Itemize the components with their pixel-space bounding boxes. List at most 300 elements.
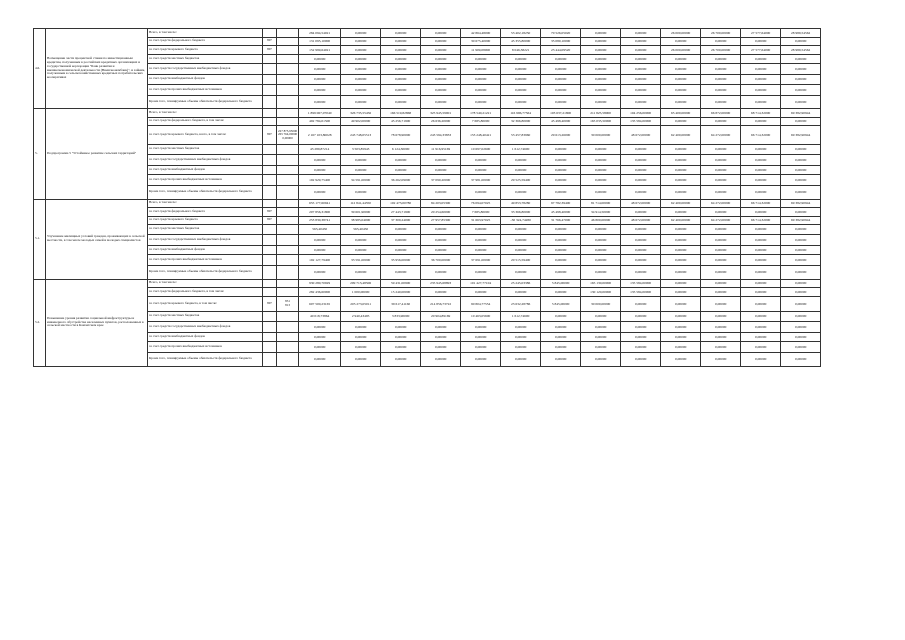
value-cell: 0,00000	[741, 95, 781, 109]
code-cell	[263, 225, 277, 235]
subcode-cell	[277, 64, 299, 75]
value-cell: 0,00000	[581, 225, 621, 235]
value-cell: 607 500,23165	[299, 296, 341, 312]
value-cell: 45 355,80000	[501, 37, 541, 46]
value-cell: 0,00000	[661, 186, 701, 200]
funding-source-label: за счет средств прочих внебюджетных источников	[148, 255, 263, 266]
value-cell: 0,00000	[781, 208, 821, 217]
value-cell: 0,00000	[421, 75, 461, 85]
subcode-cell	[277, 109, 299, 118]
value-cell: 0,00000	[299, 154, 341, 165]
value-cell: 39 601,90000	[341, 208, 381, 217]
table-row	[34, 117, 821, 126]
value-cell: 62 400,00000	[661, 199, 701, 208]
value-cell: 1 000,00000	[341, 288, 381, 297]
code-cell	[263, 109, 277, 118]
value-cell: 0,00000	[701, 154, 741, 165]
code-cell	[263, 29, 277, 38]
value-cell: 37 691,00000	[461, 255, 501, 266]
value-cell: 0,00000	[701, 208, 741, 217]
value-cell: 0,00000	[781, 117, 821, 126]
funding-source-label: за счет средств государственных внебюджетных фондов	[148, 321, 263, 332]
value-cell: 0,00000	[741, 117, 781, 126]
value-cell: 0,00000	[381, 321, 421, 332]
value-cell: 1 612,74600	[501, 145, 541, 155]
value-cell: 69 382,90944	[781, 199, 821, 208]
table-row	[34, 145, 821, 155]
value-cell: 0,00000	[701, 145, 741, 155]
subcode-cell	[277, 154, 299, 165]
value-cell: 0,00000	[541, 321, 581, 332]
value-cell: 11 909,08000	[461, 46, 501, 55]
value-cell: 0,00000	[341, 75, 381, 85]
value-cell: 0,00000	[741, 186, 781, 200]
value-cell: 0,00000	[381, 332, 421, 342]
value-cell: 0,00000	[299, 165, 341, 175]
subcode-cell	[277, 288, 299, 297]
value-cell: 0,00000	[701, 279, 741, 288]
funding-source-label: за счет средств государственных внебюджетных фондов	[148, 234, 263, 245]
value-cell: 0,00000	[621, 312, 661, 322]
value-cell: 20 904,89169	[421, 312, 461, 322]
value-cell: 0,00000	[781, 266, 821, 280]
value-cell: 37 090,20000	[421, 175, 461, 186]
value-cell: 0,00000	[501, 154, 541, 165]
value-cell: 0,00000	[501, 225, 541, 235]
value-cell: 0,00000	[781, 54, 821, 64]
value-cell: 0,00000	[421, 353, 461, 367]
value-cell: 0,00000	[781, 312, 821, 322]
funding-source-label: за счет средств внебюджетных фондов	[148, 75, 263, 85]
value-cell: 0,00000	[661, 208, 701, 217]
value-cell: 0,00000	[741, 332, 781, 342]
value-cell: 0,00000	[421, 332, 461, 342]
value-cell: 34 591,00000	[341, 175, 381, 186]
table-row	[34, 29, 821, 38]
value-cell: 38 985,04000	[341, 216, 381, 225]
value-cell: 0,00000	[581, 353, 621, 367]
value-cell: 0,00000	[501, 64, 541, 75]
value-cell: 0,00000	[781, 255, 821, 266]
value-cell: 0,00000	[781, 296, 821, 312]
value-cell: 0,00000	[781, 37, 821, 46]
value-cell: 0,00000	[621, 165, 661, 175]
code-cell	[263, 186, 277, 200]
value-cell: 0,00000	[661, 64, 701, 75]
value-cell: 0,00000	[541, 75, 581, 85]
value-cell: 0,00000	[701, 75, 741, 85]
code-cell: 807	[263, 216, 277, 225]
funding-source-label: за счет средств государственных внебюджетных фондов	[148, 64, 263, 75]
code-cell	[263, 145, 277, 155]
funding-source-label: Кроме того, планируемые объемы обязательств федерального бюджета	[148, 95, 263, 109]
value-cell: 0,00000	[461, 342, 501, 353]
value-cell: 35 956,00000	[381, 255, 421, 266]
value-cell: 192 929,75400	[299, 175, 341, 186]
value-cell: 0,00000	[581, 37, 621, 46]
value-cell: 0,00000	[461, 154, 501, 165]
funding-source-label: за счет средств федерального бюджета	[148, 208, 263, 217]
value-cell: 45 498,40000	[541, 117, 581, 126]
value-cell: 0,00000	[381, 342, 421, 353]
value-cell: 0,00000	[541, 255, 581, 266]
value-cell: 0,00000	[541, 84, 581, 95]
value-cell: 0,00000	[541, 145, 581, 155]
value-cell: 0,00000	[701, 288, 741, 297]
value-cell: 282 436,60000	[299, 288, 341, 297]
value-cell: 0,00000	[581, 95, 621, 109]
value-cell: 97 782,39400	[541, 199, 581, 208]
value-cell: 0,00000	[501, 234, 541, 245]
value-cell: 0,00000	[341, 64, 381, 75]
value-cell: 76 094,07025	[461, 199, 501, 208]
value-cell: 0,00000	[661, 266, 701, 280]
value-cell: 0,00000	[621, 95, 661, 109]
value-cell: 62 400,00000	[661, 126, 701, 145]
subcode-cell	[277, 234, 299, 245]
value-cell: 131 095,10000	[299, 37, 341, 46]
value-cell: 65 400,00000	[661, 109, 701, 118]
value-cell: 0,00000	[741, 145, 781, 155]
section-number: 5.	[34, 109, 46, 200]
value-cell: 0,00000	[381, 165, 421, 175]
value-cell: 0,00000	[621, 255, 661, 266]
value-cell: 0,00000	[299, 75, 341, 85]
value-cell: 81 714,00000	[581, 199, 621, 208]
table-row	[34, 353, 821, 367]
value-cell: 0,00000	[701, 342, 741, 353]
value-cell: 0,00000	[741, 312, 781, 322]
value-cell: 27 577,64000	[741, 46, 781, 55]
value-cell: 64 272,00000	[701, 216, 741, 225]
value-cell: 0,00000	[381, 29, 421, 38]
value-cell: 2 167 103,80028	[299, 126, 341, 145]
value-cell: 112 841,44350	[341, 199, 381, 208]
table-row	[34, 126, 821, 145]
value-cell: 0,00000	[701, 37, 741, 46]
value-cell: 0,00000	[381, 64, 421, 75]
value-cell: 69 382,90944	[781, 126, 821, 145]
table-row	[34, 234, 821, 245]
value-cell: 0,00000	[661, 279, 701, 288]
subcode-cell	[277, 199, 299, 208]
value-cell: 0,00000	[621, 186, 661, 200]
value-cell: 0,00000	[701, 255, 741, 266]
value-cell: 0,00000	[781, 245, 821, 255]
subcode-cell	[277, 208, 299, 217]
value-cell: 0,00000	[781, 64, 821, 75]
value-cell: 0,00000	[581, 154, 621, 165]
value-cell: 0,00000	[661, 37, 701, 46]
value-cell: 563,40450	[299, 225, 341, 235]
value-cell: -30 324,74280	[501, 216, 541, 225]
value-cell: 43 289,87214	[299, 145, 341, 155]
table-row	[34, 109, 821, 118]
value-cell: 0,00000	[421, 165, 461, 175]
value-cell: 0,00000	[541, 312, 581, 322]
value-cell: 0,00000	[781, 279, 821, 288]
value-cell: 0,00000	[741, 225, 781, 235]
value-cell: 0,00000	[461, 225, 501, 235]
table-row	[34, 245, 821, 255]
value-cell: 8 046,38221	[501, 46, 541, 55]
code-cell	[263, 54, 277, 64]
value-cell: 66 714,32000	[741, 199, 781, 208]
value-cell: 166 519,82868	[381, 109, 421, 118]
code-cell	[263, 199, 277, 208]
value-cell: 0,00000	[421, 95, 461, 109]
value-cell: 0,00000	[621, 37, 661, 46]
value-cell: 0,00000	[741, 84, 781, 95]
value-cell: 0,00000	[421, 234, 461, 245]
value-cell: 152 999,64021	[299, 46, 341, 55]
value-cell: 0,00000	[541, 186, 581, 200]
value-cell: 0,00000	[581, 321, 621, 332]
value-cell: 0,00000	[299, 84, 341, 95]
value-cell: 0,00000	[421, 266, 461, 280]
subcode-cell	[277, 75, 299, 85]
value-cell: 0,00000	[501, 245, 541, 255]
subcode-value: 831	[285, 299, 290, 304]
table-row	[34, 255, 821, 266]
value-cell: 0,00000	[581, 234, 621, 245]
value-cell: 135 584,00000	[621, 279, 661, 288]
value-cell: 45 498,40000	[541, 208, 581, 217]
code-cell	[263, 165, 277, 175]
value-cell: 27 957,85300	[421, 216, 461, 225]
value-cell: 0,00000	[621, 175, 661, 186]
value-cell: 0,00000	[621, 84, 661, 95]
value-cell: 0,00000	[661, 75, 701, 85]
subcode-cell	[277, 279, 299, 288]
value-cell: 0,00000	[741, 342, 781, 353]
value-cell: 0,00000	[581, 245, 621, 255]
value-cell: 0,00000	[621, 225, 661, 235]
subcode-cell	[277, 216, 299, 225]
value-cell: 0,00000	[741, 208, 781, 217]
value-cell: 0,00000	[741, 37, 781, 46]
value-cell: 1 612,74600	[501, 312, 541, 322]
funding-source-label: за счет средств краевого бюджета	[148, 216, 263, 225]
value-cell: 0,00000	[381, 84, 421, 95]
value-cell: 101 427,77104	[461, 279, 501, 288]
value-cell: 130 120,00000	[581, 288, 621, 297]
value-cell: 0,00000	[581, 255, 621, 266]
funding-source-label: за счет средств государственных внебюджетных фондов	[148, 154, 263, 165]
value-cell: 0,00000	[781, 321, 821, 332]
value-cell: 0,00000	[501, 84, 541, 95]
value-cell: 25 245,03386	[501, 279, 541, 288]
value-cell: 0,00000	[581, 54, 621, 64]
funding-source-label: за счет средств внебюджетных фондов	[148, 165, 263, 175]
funding-source-label: за счет средств прочих внебюджетных источников	[148, 342, 263, 353]
table-row	[34, 175, 821, 186]
value-cell: 0,00000	[381, 234, 421, 245]
value-cell: 0,00000	[781, 225, 821, 235]
table-row	[34, 288, 821, 297]
funding-source-label: Всего, в том числе:	[148, 199, 263, 208]
funding-source-label: за счет средств краевого бюджета, всего, в том числе:	[148, 126, 263, 145]
section-name: Подпрограмма 5 "Устойчивое развитие сельских территорий"	[46, 109, 148, 200]
value-cell: 0,00000	[701, 234, 741, 245]
value-cell: 26 700,00000	[701, 29, 741, 38]
value-cell: 0,00000	[541, 234, 581, 245]
value-cell: 0,00000	[461, 353, 501, 367]
code-cell: 807	[263, 296, 277, 312]
value-cell: 0,00000	[701, 165, 741, 175]
value-cell: 0,00000	[581, 165, 621, 175]
value-cell: 0,00000	[421, 54, 461, 64]
value-cell: 0,00000	[781, 342, 821, 353]
value-cell: 0,00000	[581, 175, 621, 186]
value-cell: 135 584,00000	[621, 117, 661, 126]
value-cell: 211 825,58000	[581, 109, 621, 118]
value-cell: 0,00000	[421, 321, 461, 332]
table-row	[34, 279, 821, 288]
value-cell: 0,00000	[781, 175, 821, 186]
table-row	[34, 199, 821, 208]
subcode-cell	[277, 296, 299, 312]
value-cell: 26 636,20000	[421, 117, 461, 126]
value-cell: 103 637,21800	[541, 109, 581, 118]
value-cell: 0,00000	[661, 117, 701, 126]
value-cell: 930 280,70929	[299, 279, 341, 288]
value-cell: 0,00000	[501, 186, 541, 200]
value-cell: 253 830,38741	[299, 216, 341, 225]
value-cell: 104 256,00000	[621, 109, 661, 118]
subcode-value: 227 875,95000	[278, 128, 298, 133]
value-cell: 31 766,47000	[541, 216, 581, 225]
value-cell: 30 000,00000	[581, 296, 621, 312]
subcode-cell	[277, 126, 299, 145]
value-cell: 0,00000	[741, 165, 781, 175]
table-row	[34, 37, 821, 46]
value-cell: 46 800,00000	[581, 216, 621, 225]
value-cell: 0,00000	[621, 46, 661, 55]
value-cell: 0,00000	[701, 312, 741, 322]
value-cell: 69 382,90944	[781, 216, 821, 225]
table-row	[34, 154, 821, 165]
value-cell: 48 672,00000	[621, 199, 661, 208]
value-cell: 31 663,97025	[461, 216, 501, 225]
value-cell: 0,00000	[621, 332, 661, 342]
value-cell: 0,00000	[701, 353, 741, 367]
value-cell: 27 443,71900	[381, 208, 421, 217]
value-cell: 0,00000	[461, 54, 501, 64]
value-cell: 0,00000	[781, 75, 821, 85]
value-cell: 0,00000	[461, 64, 501, 75]
code-cell	[263, 279, 277, 288]
funding-source-label: за счет средств прочих внебюджетных источников	[148, 175, 263, 186]
value-cell: 0,00000	[701, 332, 741, 342]
value-cell: 66 714,32000	[741, 216, 781, 225]
value-cell: 0,00000	[541, 165, 581, 175]
funding-source-label: Кроме того, планируемые объемы обязательств федерального бюджета	[148, 186, 263, 200]
value-cell: 0,00000	[501, 266, 541, 280]
value-cell: 2 940,43495	[341, 312, 381, 322]
subcode-cell	[277, 266, 299, 280]
value-cell: 0,00000	[381, 54, 421, 64]
value-cell: 0,00000	[661, 175, 701, 186]
value-cell: 0,00000	[501, 95, 541, 109]
value-cell: 0,00000	[781, 95, 821, 109]
value-cell: 0,00000	[381, 186, 421, 200]
value-cell: 0,00000	[541, 175, 581, 186]
value-cell: 78 678,90000	[381, 126, 421, 145]
value-cell: 0,00000	[781, 145, 821, 155]
value-cell: 0,00000	[741, 64, 781, 75]
code-cell	[263, 312, 277, 322]
value-cell: 214 856,73722	[421, 296, 461, 312]
value-cell: 0,00000	[621, 208, 661, 217]
table-row	[34, 342, 821, 353]
value-cell: 7 685,80000	[461, 208, 501, 217]
value-cell: 69 382,90944	[781, 109, 821, 118]
value-cell: 0,00000	[541, 154, 581, 165]
value-cell: 0,00000	[701, 266, 741, 280]
subcode-cell	[277, 186, 299, 200]
value-cell: 45 256,71900	[381, 117, 421, 126]
value-cell: 0,00000	[621, 145, 661, 155]
value-cell: 49 902,00000	[341, 117, 381, 126]
value-cell: 40 018,73864	[299, 312, 341, 322]
value-cell: 284 094,54021	[299, 29, 341, 38]
value-cell: 0,00000	[581, 29, 621, 38]
value-cell: 0,00000	[341, 46, 381, 55]
funding-source-label: за счет средств краевого бюджета, в том числе:	[148, 296, 263, 312]
code-cell	[263, 321, 277, 332]
funding-source-label: за счет средств местных бюджетов	[148, 225, 263, 235]
value-cell: 0,00000	[581, 64, 621, 75]
value-cell: 0,00000	[381, 353, 421, 367]
value-cell: 5 845,00000	[541, 296, 581, 312]
value-cell: 0,00000	[741, 296, 781, 312]
value-cell: 0,00000	[299, 342, 341, 353]
value-cell: 0,00000	[621, 29, 661, 38]
subcode-cell	[277, 353, 299, 367]
value-cell: 165 035,50000	[581, 117, 621, 126]
value-cell: 0,00000	[741, 255, 781, 266]
value-cell: 0,00000	[421, 186, 461, 200]
value-cell: 10 463,05600	[461, 312, 501, 322]
value-cell: 0,00000	[541, 288, 581, 297]
code-cell	[263, 234, 277, 245]
value-cell: 0,00000	[581, 46, 621, 55]
value-cell: 655 177,60941	[299, 199, 341, 208]
value-cell: 0,00000	[741, 279, 781, 288]
value-cell: 165 130,00000	[581, 279, 621, 288]
value-cell: 0,00000	[461, 84, 501, 95]
value-cell: 0,00000	[421, 154, 461, 165]
section-name: Повышение уровня развития социальной инфраструктуры и инженерного обустройства населенных пунктов, расположенных в сельской местности в Камчатском крае	[46, 279, 148, 366]
value-cell: 34 914,50000	[581, 208, 621, 217]
code-cell	[263, 117, 277, 126]
code-cell: 807	[263, 37, 277, 46]
value-cell: 243 748,05513	[341, 126, 381, 145]
value-cell: 0,00000	[421, 64, 461, 75]
code-cell	[263, 75, 277, 85]
value-cell: 0,00000	[741, 75, 781, 85]
value-cell: 0,00000	[621, 353, 661, 367]
value-cell: 0,00000	[501, 332, 541, 342]
table-row	[34, 46, 821, 55]
funding-source-label: Всего, в том числе:	[148, 109, 263, 118]
value-cell: 1 899 067,07040	[299, 109, 341, 118]
value-cell: 0,00000	[701, 225, 741, 235]
value-cell: 0,00000	[741, 245, 781, 255]
value-cell: 27 577,64000	[741, 29, 781, 38]
subcode-value: 0,00000	[282, 135, 293, 140]
